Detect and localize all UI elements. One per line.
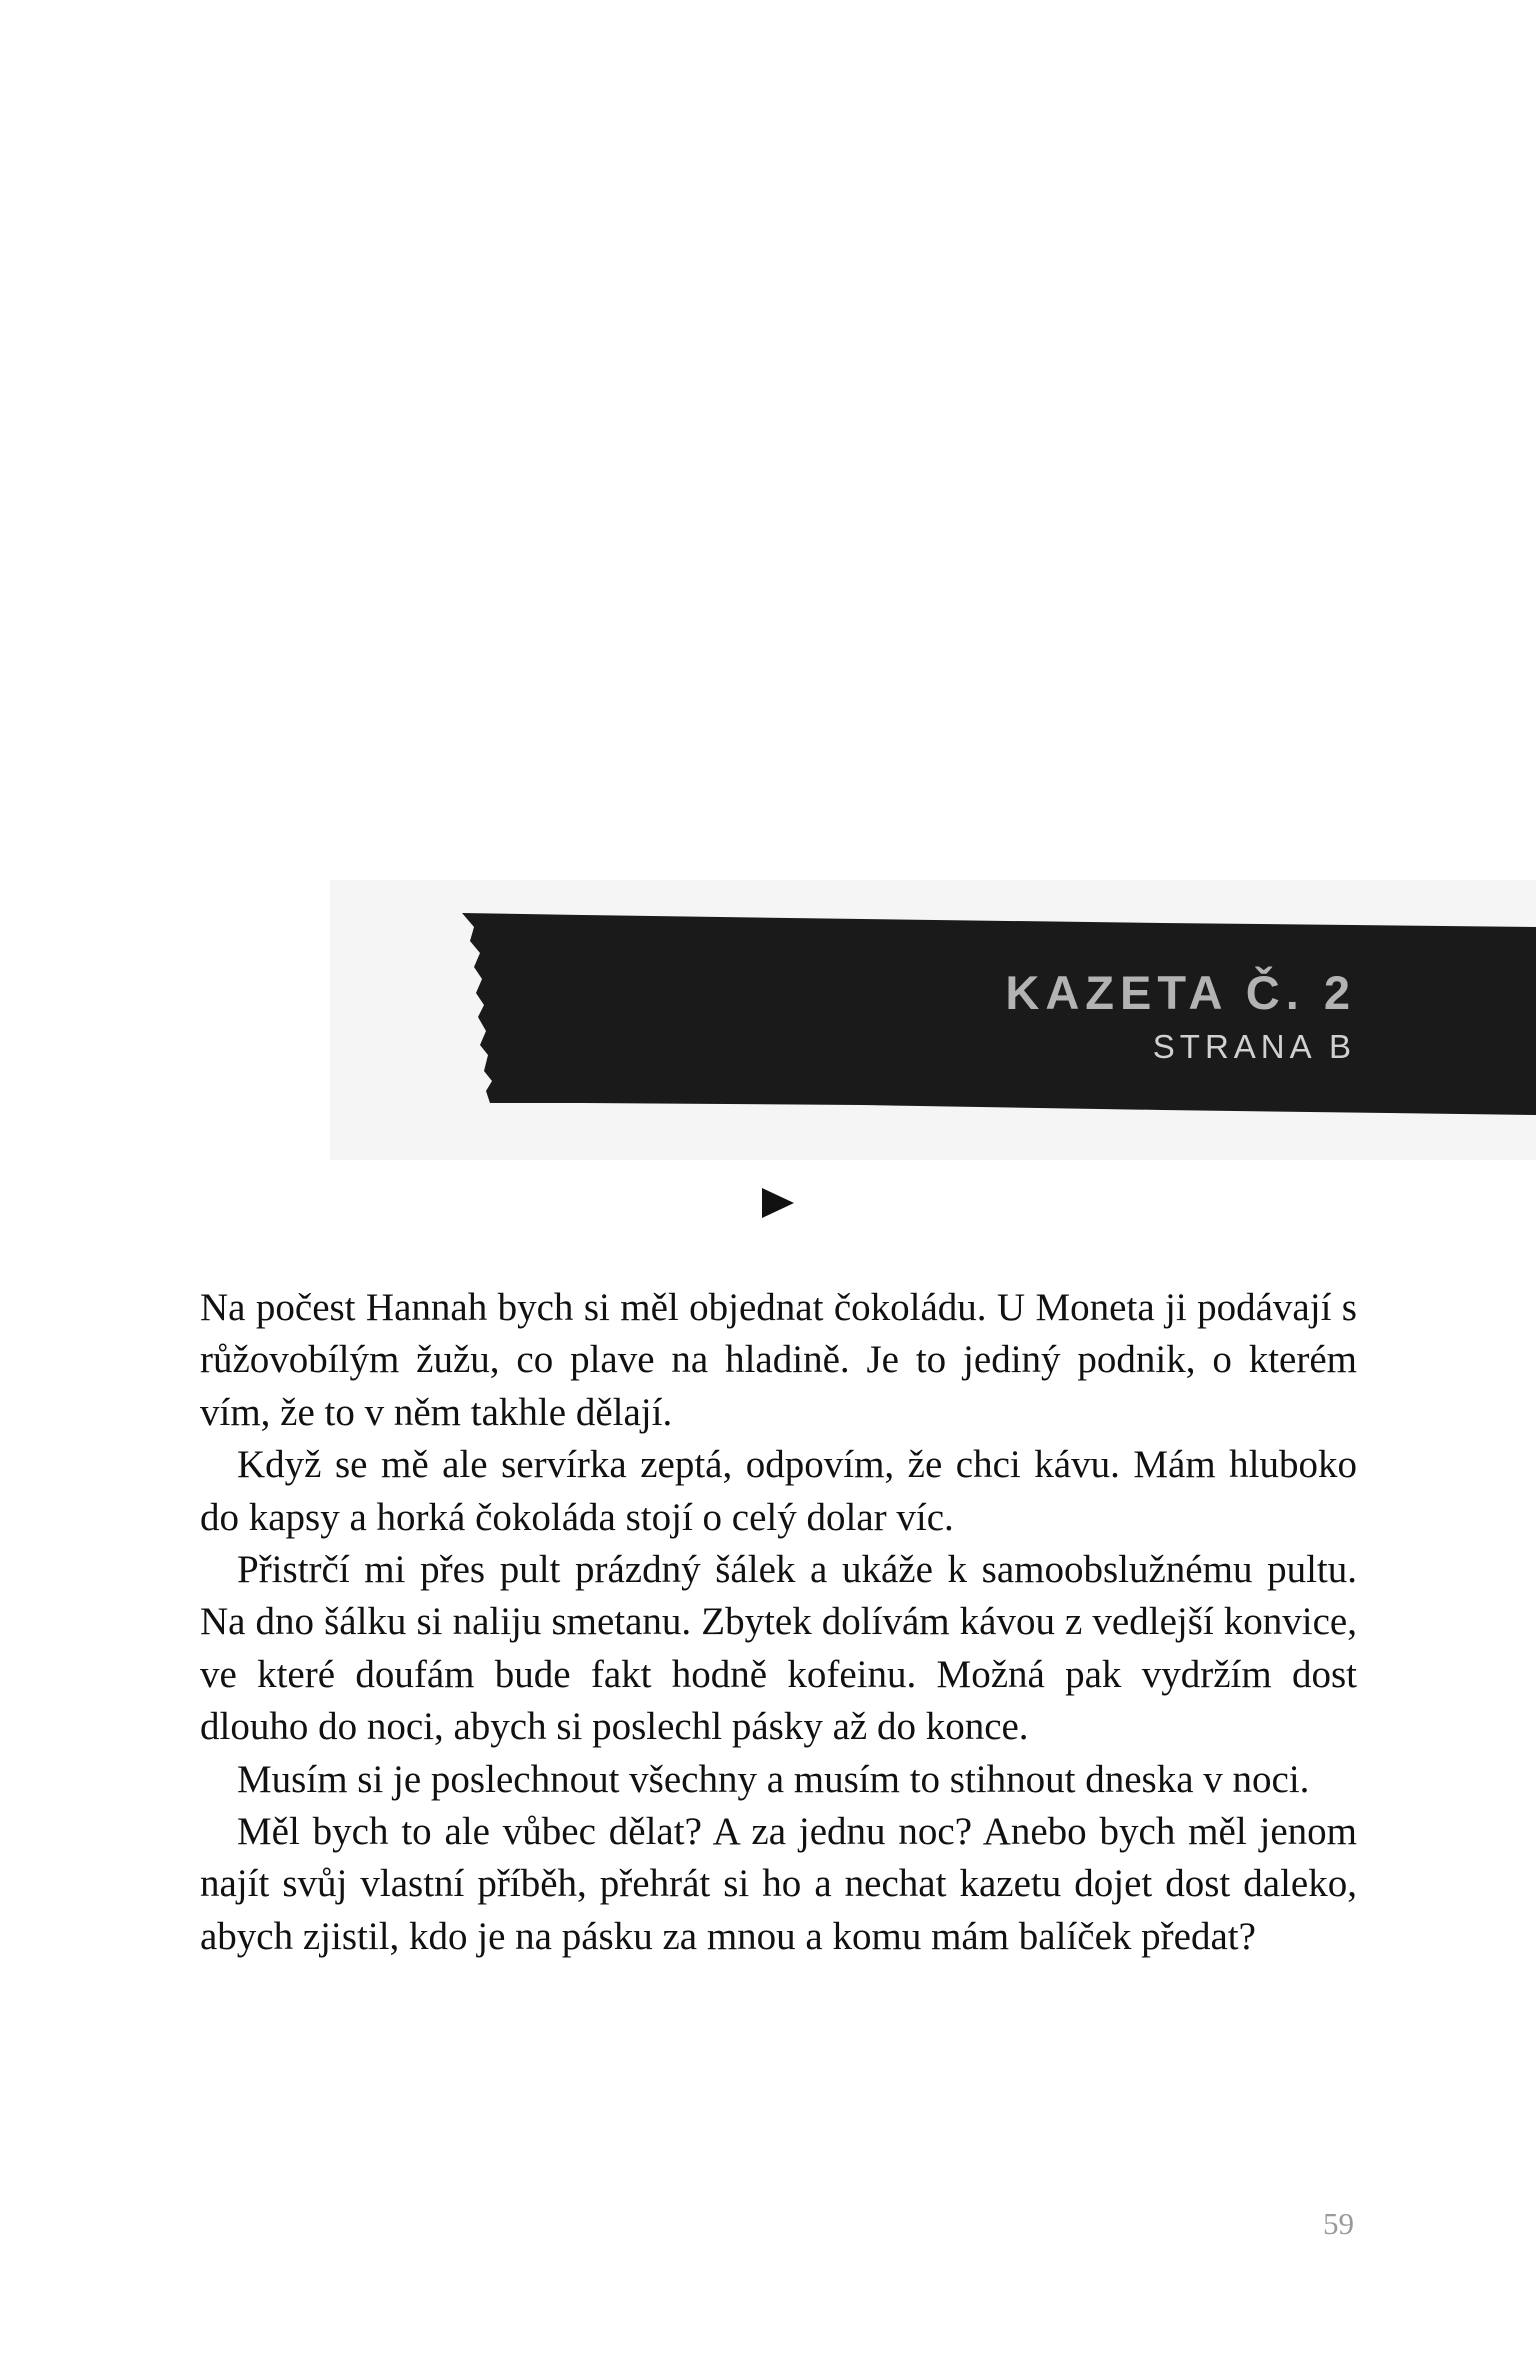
tape-subtitle: STRANA B bbox=[1152, 1028, 1356, 1065]
chapter-body bbox=[200, 1282, 1357, 1963]
paragraph: Přistrčí mi přes pult prázdný šálek a ukáže k samoobslužnému pultu. Na dno šálku si naliju smetanu. Zbytek dolívám kávou z vedlejší konvice, ve které doufám bude fakt hodně kofeinu. Možná pak vydržím dost dlouho do noci, abych si poslechl pásky až do konce. bbox=[200, 1548, 1357, 1749]
paragraph: Když se mě ale servírka zeptá, odpovím, že chci kávu. Mám hluboko do kapsy a horká čokoláda stojí o celý dolar víc. bbox=[200, 1443, 1357, 1539]
tape-title: KAZETA Č. 2 bbox=[1005, 966, 1356, 1019]
play-icon bbox=[762, 1188, 794, 1218]
paragraph: Měl bych to ale vůbec dělat? A za jednu noc? Anebo bych měl jenom najít svůj vlastní příběh, přehrát si ho a nechat kazetu dojet dost daleko, abych zjistil, kdo je na pásku za mnou a komu mám balíček předat? bbox=[200, 1810, 1357, 1958]
paragraph: Musím si je poslechnout všechny a musím to stihnout dneska v noci. bbox=[237, 1757, 1310, 1801]
paragraph: Na počest Hannah bych si měl objednat čokoládu. U Moneta ji podávají s růžovobílým žužu, co plave na hladině. Je to jediný podnik, o kterém vím, že to v něm takhle dělají. bbox=[200, 1286, 1357, 1434]
page-number: 59 bbox=[1323, 2206, 1354, 2241]
black-tape-banner bbox=[462, 905, 1536, 1115]
